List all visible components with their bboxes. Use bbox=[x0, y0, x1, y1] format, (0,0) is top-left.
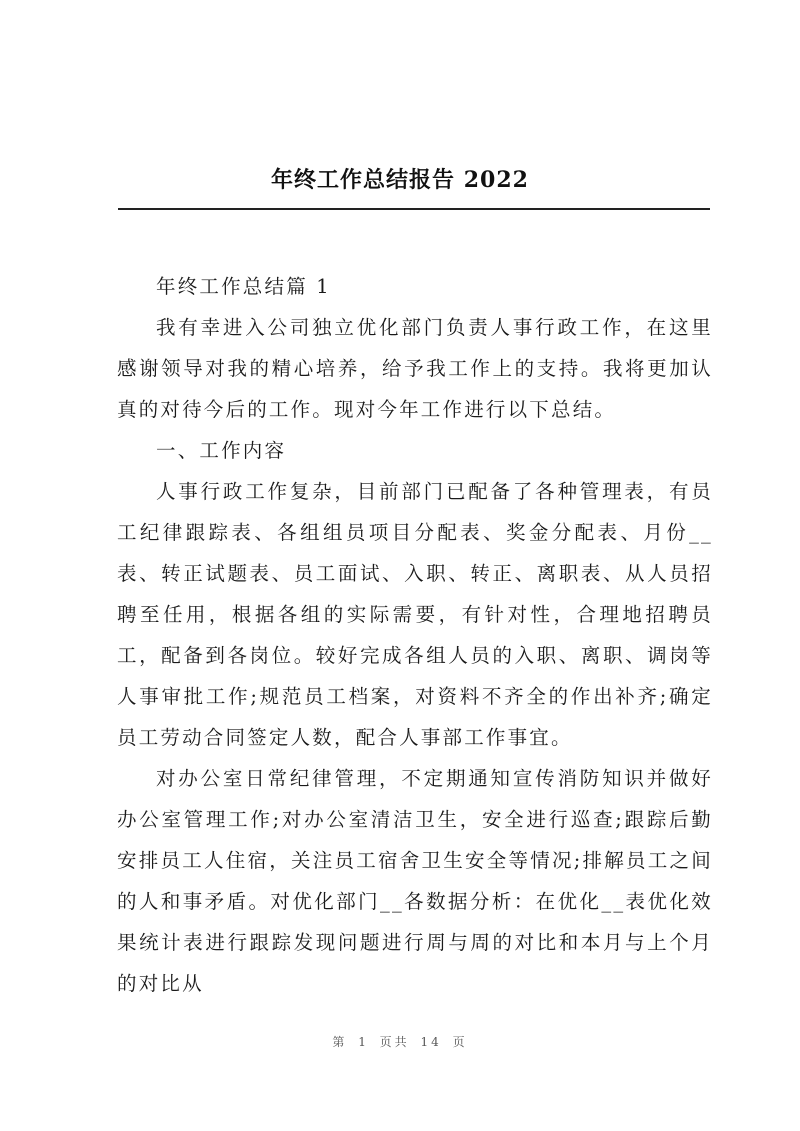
document-title: 年终工作总结报告 2022 bbox=[271, 167, 529, 193]
footer-prefix: 第 bbox=[332, 1035, 348, 1049]
section-heading: 年终工作总结篇 1 bbox=[156, 275, 331, 298]
document-body bbox=[117, 266, 713, 1004]
footer-middle: 页共 bbox=[379, 1035, 410, 1049]
paragraph: 人事行政工作复杂，目前部门已配备了各种管理表，有员工纪律跟踪表、各组组员项目分配表、奖金分配表、月份__表、转正试题表、员工面试、入职、转正、离职表、从人员招聘至任用，根据各组的实际需要，有针对性，合理地招聘员工，配备到各岗位。较好完成各组人员的入职、离职、调岗等人事审批工作;规范员工档案，对资料不齐全的作出补齐;确定员工劳动合同签定人数，配合人事部工作事宜。 bbox=[117, 480, 713, 749]
title-divider bbox=[118, 208, 710, 210]
footer-total-pages: 14 bbox=[420, 1035, 442, 1049]
paragraph: 我有幸进入公司独立优化部门负责人事行政工作，在这里感谢领导对我的精心培养，给予我工作上的支持。我将更加认真的对待今后的工作。现对今年工作进行以下总结。 bbox=[117, 316, 713, 421]
paragraph: 对办公室日常纪律管理，不定期通知宣传消防知识并做好办公室管理工作;对办公室清洁卫生，安全进行巡查;跟踪后勤安排员工人住宿，关注员工宿舍卫生安全等情况;排解员工之间的人和事矛盾。对优化部门__各数据分析：在优化__表优化效果统计表进行跟踪发现问题进行周与周的对比和本月与上个月的对比从 bbox=[117, 767, 713, 995]
section-heading: 一、工作内容 bbox=[156, 439, 287, 462]
footer-page-number: 1 bbox=[358, 1035, 369, 1049]
footer-suffix: 页 bbox=[452, 1035, 468, 1049]
page-footer bbox=[0, 1033, 800, 1050]
